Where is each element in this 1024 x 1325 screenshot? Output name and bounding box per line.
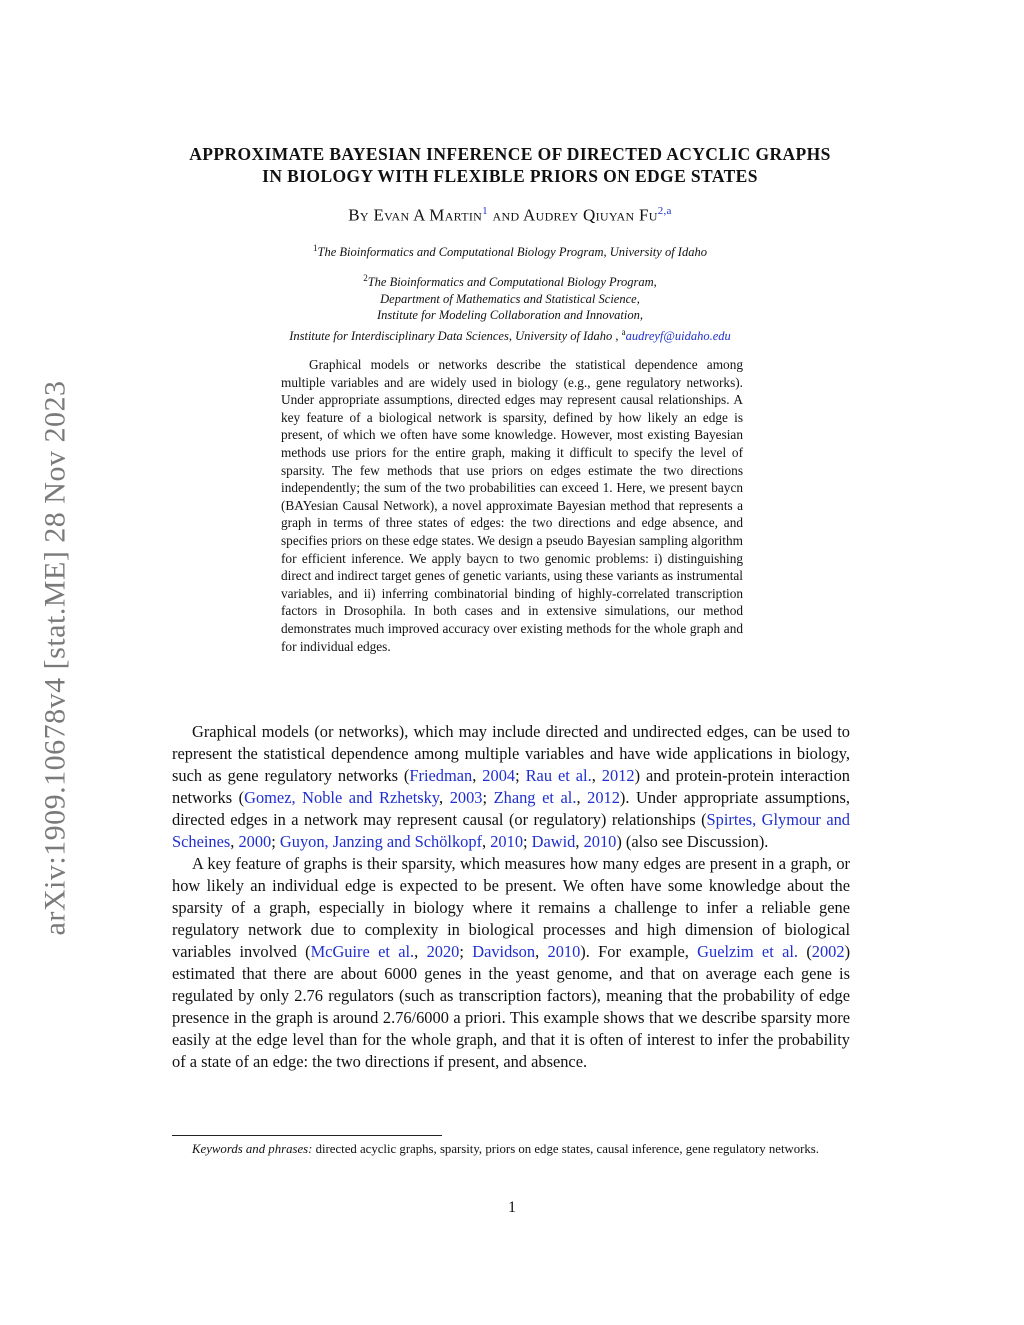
- paragraph-1: [172, 721, 850, 853]
- title-line-2: IN BIOLOGY WITH FLEXIBLE PRIORS ON EDGE STATES: [262, 166, 758, 186]
- text-run: ;: [482, 788, 494, 807]
- text-run: ;: [523, 832, 532, 851]
- author-line: [130, 205, 890, 226]
- affiliation-2: [130, 270, 890, 344]
- affiliation-2-line-1: The Bioinformatics and Computational Biology Program,: [367, 275, 657, 290]
- text-run: ,: [575, 832, 584, 851]
- citation-link[interactable]: Davidson: [472, 942, 536, 961]
- text-run: ;: [459, 942, 473, 961]
- citation-link[interactable]: Zhang et al.: [493, 788, 577, 807]
- author-by: By: [348, 205, 369, 225]
- citation-link[interactable]: Guyon, Janzing and Schölkopf: [279, 832, 483, 851]
- text-run: (: [798, 942, 812, 961]
- arxiv-side-stamp: [38, 338, 72, 978]
- main-text: [172, 721, 850, 1073]
- text-run: ). For example,: [580, 942, 698, 961]
- abstract: Graphical models or networks describe the statistical dependence among multiple variables and are widely used in biology (e.g., gene regulatory networks). Under appropriate assumptions, directed edges may represent causal relationships. A key feature of a biological network is sparsity, defined by how likely an edge is present, of which we often have some knowledge. However, most existing Bayesian methods use priors for the entire graph, making it difficult to specify the level of sparsity. The few methods that use priors on edges estimate the two directions independently; the sum of the two probabilities can exceed 1. Here, we present baycn (BAYesian Causal Network), a novel approximate Bayesian method that represents a graph in terms of three states of edges: the two directions and edge absence, and specifies priors on these edge states. We design a pseudo Bayesian sampling algorithm for efficient inference. We apply baycn to two genomic problems: i) distinguishing direct and indirect target genes of genetic variants, using these variants as instrumental variables, and ii) inferring combinatorial binding of highly-correlated transcription factors in Drosophila. In both cases and in extensive simulations, our method demonstrates much improved accuracy over existing methods for the whole graph and for individual edges.: [281, 357, 743, 654]
- text-run: A key feature of graphs is their sparsity, which measures how many edges are present in a graph, or how likely an individual edge is expected to be present. We often have some knowledge about the sparsity of a graph, especially in biology where it remains a challenge to infer a reliable gene regulatory network due to complexity in biological processes and high dimension of biological variables involved (: [172, 854, 850, 961]
- text-run: ,: [591, 766, 602, 785]
- title-line-1: APPROXIMATE BAYESIAN INFERENCE OF DIRECTED ACYCLIC GRAPHS: [189, 144, 831, 164]
- affiliation-1-number: 1: [313, 243, 318, 253]
- text-run: ,: [230, 832, 239, 851]
- paper-title: [130, 143, 890, 187]
- text-run: ) and protein-protein interaction networks (: [172, 766, 851, 807]
- citation-link[interactable]: 2003: [449, 788, 483, 807]
- affiliation-2-line-2: Department of Mathematics and Statistical Science,: [380, 291, 640, 306]
- citation-link[interactable]: Dawid: [531, 832, 576, 851]
- author-2-affiliation-link[interactable]: 2,a: [657, 205, 672, 217]
- keywords-text: directed acyclic graphs, sparsity, priors on edge states, causal inference, gene regulatory networks.: [312, 1142, 819, 1156]
- text-run: ) (also see Discussion).: [616, 832, 769, 851]
- citation-link[interactable]: McGuire et al.: [310, 942, 415, 961]
- citation-link[interactable]: 2012: [587, 788, 620, 807]
- text-run: ,: [576, 788, 588, 807]
- keywords-footnote: [172, 1140, 850, 1158]
- citation-link[interactable]: Rau et al.: [525, 766, 592, 785]
- author-1-name: Evan A Martin: [373, 205, 483, 225]
- affiliation-1-text: The Bioinformatics and Computational Biology Program, University of Idaho: [317, 245, 707, 260]
- author-2-name: Audrey Qiuyan Fu: [523, 205, 658, 225]
- citation-link[interactable]: Gomez, Noble and Rzhetsky: [244, 788, 439, 807]
- text-run: ,: [482, 832, 491, 851]
- affiliation-1: [130, 240, 890, 261]
- email-marker: a: [621, 326, 626, 337]
- citation-link[interactable]: 2002: [811, 942, 845, 961]
- citation-link[interactable]: Friedman: [409, 766, 473, 785]
- text-run: ,: [439, 788, 450, 807]
- email-link[interactable]: audreyf@uidaho.edu: [625, 328, 731, 343]
- text-run: ,: [414, 942, 427, 961]
- citation-link[interactable]: 2000: [238, 832, 272, 851]
- text-run: Graphical models (or networks), which may include directed and undirected edges, can be used to represent the statistical dependence among multiple variables and have wide applications in biology, such as gene regulatory networks (: [172, 722, 850, 785]
- text-run: ;: [515, 766, 526, 785]
- text-run: ;: [271, 832, 280, 851]
- citation-link[interactable]: 2010: [583, 832, 617, 851]
- text-run: ). Under appropriate assumptions, directed edges in a network may represent causal (or regulatory) relationships (: [172, 788, 850, 829]
- citation-link[interactable]: 2010: [547, 942, 581, 961]
- page-number: 1: [508, 1199, 516, 1216]
- author-1-affiliation-link[interactable]: 1: [482, 205, 488, 217]
- citation-link[interactable]: Spirtes, Glymour and Scheines: [172, 810, 850, 851]
- citation-link[interactable]: 2020: [426, 942, 460, 961]
- citation-link[interactable]: Guelzim et al.: [697, 942, 798, 961]
- paragraph-2: [172, 853, 850, 1073]
- citation-link[interactable]: 2010: [490, 832, 524, 851]
- author-and: and: [492, 205, 520, 225]
- text-run: ,: [472, 766, 483, 785]
- footnote-divider: [172, 1135, 442, 1136]
- citation-link[interactable]: 2012: [601, 766, 635, 785]
- citation-link[interactable]: 2004: [482, 766, 516, 785]
- text-run: ) estimated that there are about 6000 genes in the yeast genome, and that on average each gene is regulated by only 2.76 regulators (such as transcription factors), meaning that the probability of edge presence in the graph is around 2.76/6000 a priori. This example shows that we describe sparsity more easily at the edge level than for the whole graph, and that it is often of interest to infer the probability of a state of an edge: the two directions if present, and absence.: [172, 942, 851, 1071]
- keywords-label: Keywords and phrases:: [192, 1142, 313, 1156]
- affiliation-2-number: 2: [363, 273, 368, 283]
- text-run: ,: [535, 942, 548, 961]
- arxiv-identifier: arXiv:1909.10678v4 [stat.ME] 28 Nov 2023: [38, 380, 72, 936]
- affiliation-2-line-3: Institute for Modeling Collaboration and Innovation,: [377, 308, 643, 323]
- affiliation-2-line-4: Institute for Interdisciplinary Data Sciences, University of Idaho ,: [289, 328, 619, 343]
